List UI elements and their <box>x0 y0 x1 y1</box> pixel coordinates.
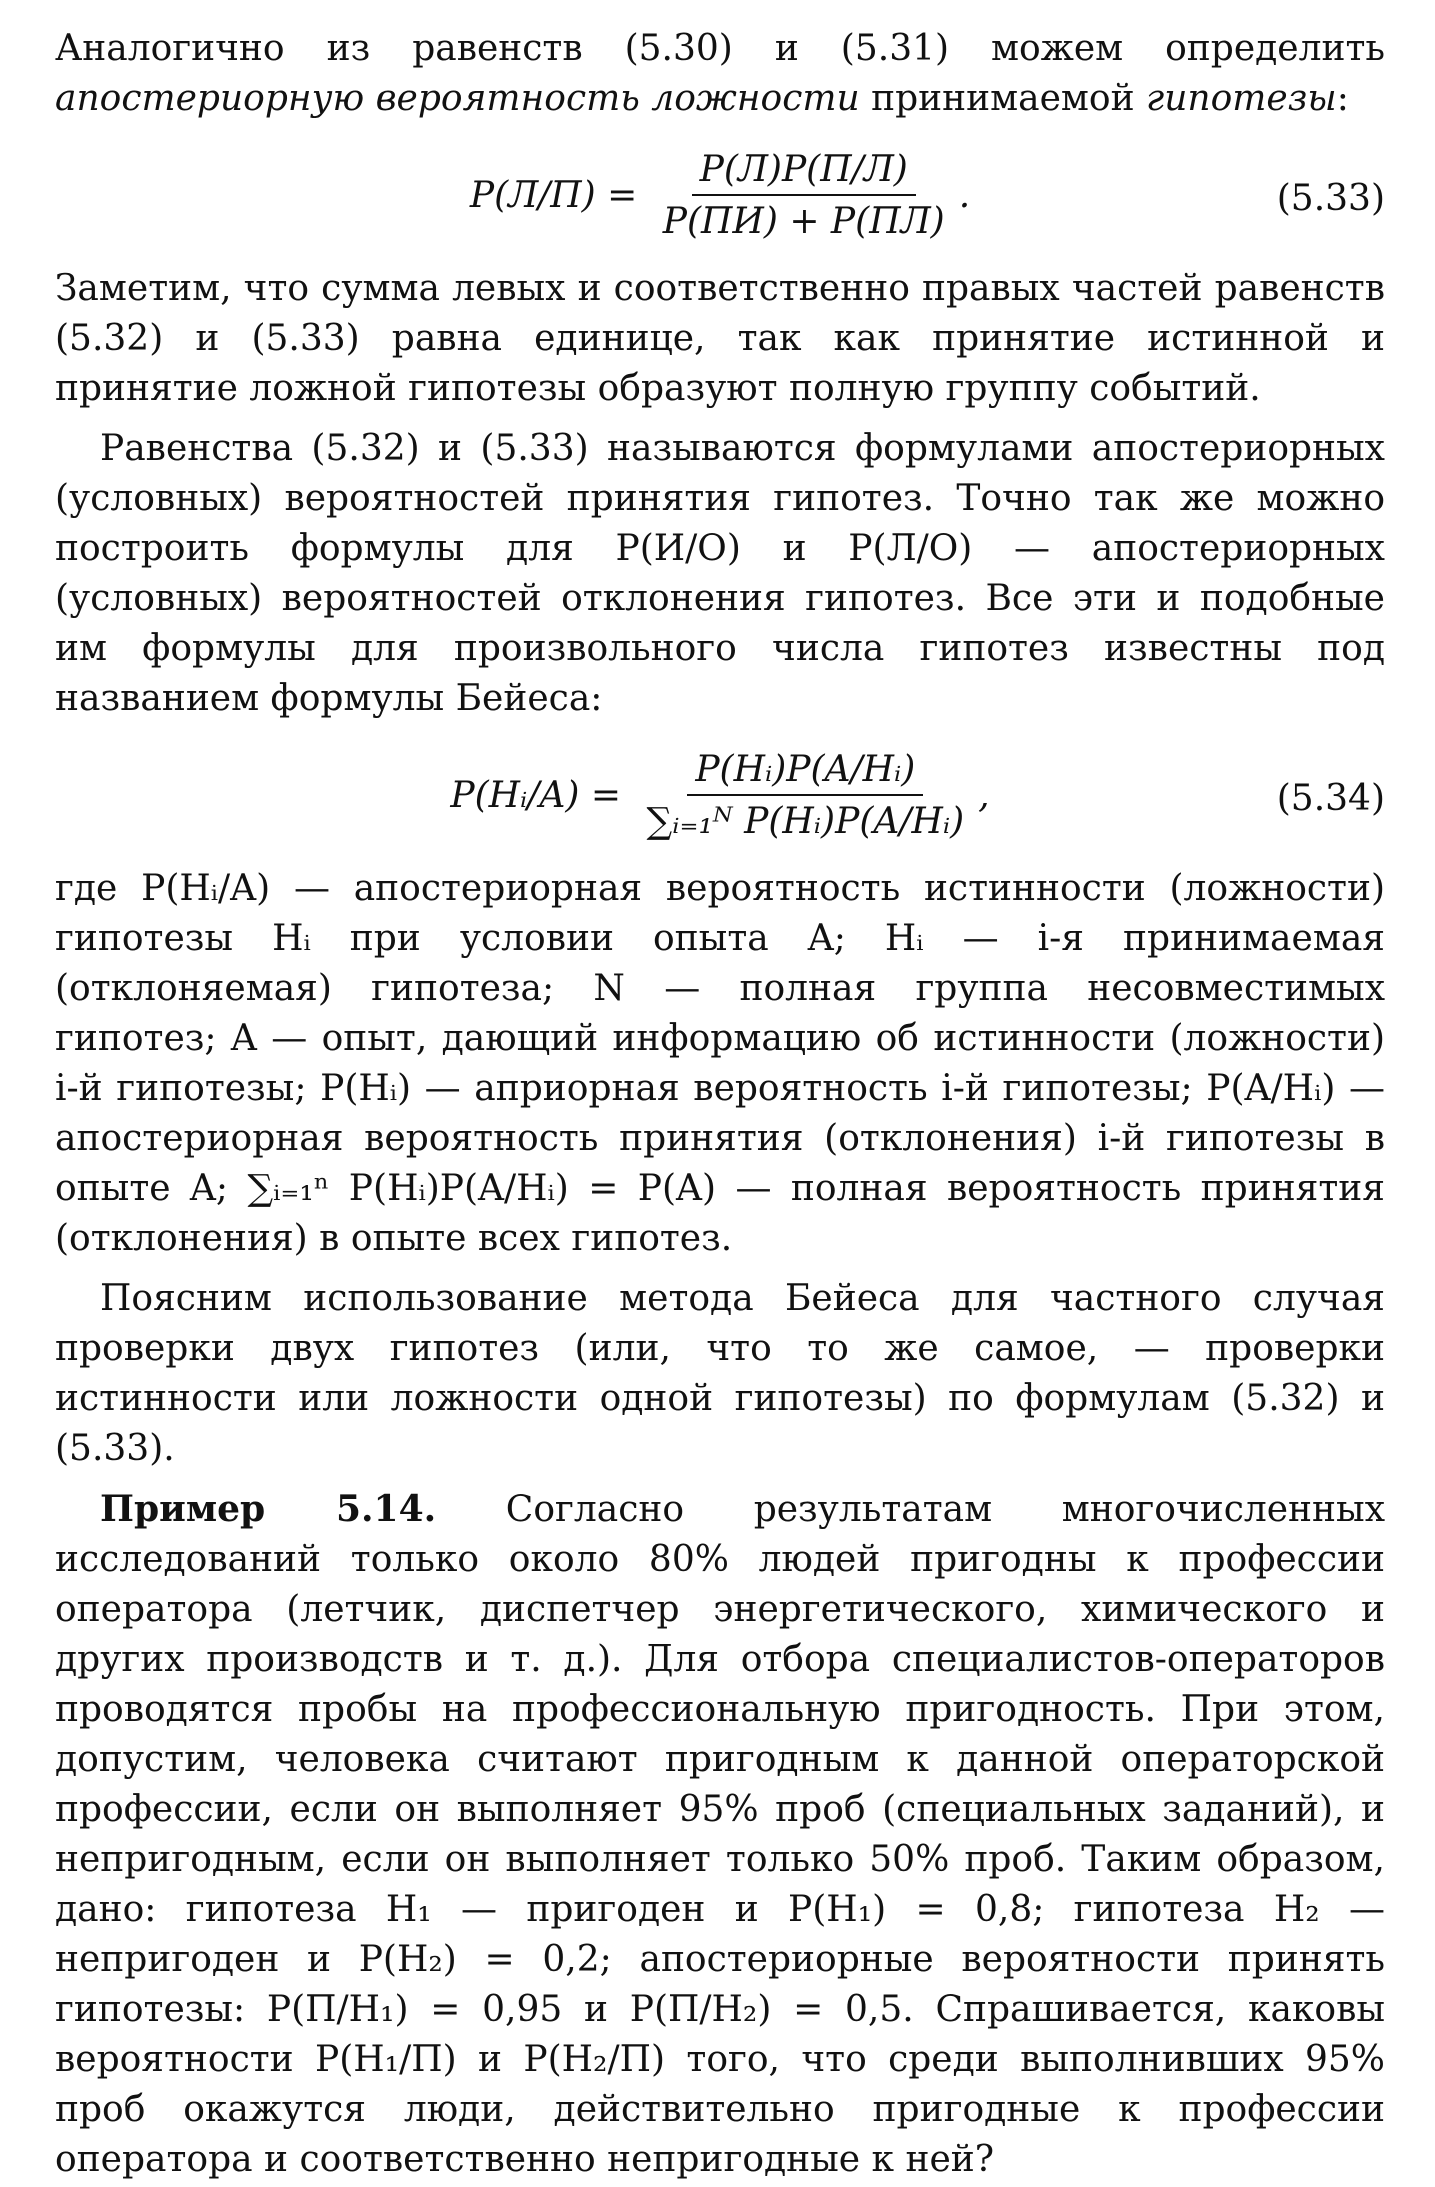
formula-punct: , <box>978 775 990 816</box>
paragraph-note: Заметим, что сумма левых и соответственно правых частей равенств (5.32) и (5.33) равна единице, так как принятие истинной и принятие ложной гипотезы образуют полную группу событий. <box>55 268 1385 409</box>
example-label: Пример 5.14. <box>100 1488 437 1530</box>
paragraph-intro <box>55 24 1385 124</box>
equation-number: (5.33) <box>1276 178 1385 219</box>
text-run: принимаемой <box>859 78 1147 119</box>
text-run: : <box>1336 78 1349 119</box>
formula-lhs: P(Л/П) = <box>469 175 638 216</box>
emphasis-term: гипотезы <box>1146 78 1337 119</box>
equation-5-34 <box>55 724 1385 864</box>
emphasis-term: апостериорную вероятность ложности <box>55 78 860 119</box>
paragraph-definitions: где P(Hᵢ/A) — апостериорная вероятность истинности (ложности) гипотезы Hᵢ при условии опыта A; Hᵢ — i-я принимаемая (отклоняемая) гипотеза; N — полная группа несовместимых гипотез; A — опыт, дающий информацию об истинности (ложности) i-й гипотезы; P(Hᵢ) — априорная вероятность i-й гипотезы; P(A/Hᵢ) — апостериорная вероятность принятия (отклонения) i-й гипотезы в опыте A; ∑ᵢ₌₁ⁿ P(Hᵢ)P(A/Hᵢ) = P(A) — полная вероятность принятия (отклонения) в опыте всех гипотез. <box>55 868 1385 1259</box>
fraction <box>639 748 973 844</box>
denominator: ∑ᵢ₌₁ᴺ P(Hᵢ)P(A/Hᵢ) <box>646 801 965 842</box>
denominator: P(ПИ) + P(ПЛ) <box>662 201 945 242</box>
formula-lhs: P(Hᵢ/A) = <box>450 775 622 816</box>
formula <box>55 748 1385 844</box>
fraction <box>655 148 953 244</box>
text-run: Аналогично из равенств (5.30) и (5.31) можем определить <box>55 28 1385 69</box>
example-text: Согласно результатам многочисленных исследований только около 80% людей пригодны к профессии оператора (летчик, диспетчер энергетического, химического и других производств и т. д.). Для отбора специалистов-операторов проводятся пробы на профессиональную пригодность. При этом, допустим, человека считают пригодным к данной операторской профессии, если он выполняет 95% проб (специальных заданий), и непригодным, если он выполняет только 50% проб. Таким образом, дано: гипотеза H₁ — пригоден и P(H₁) = 0,8; гипотеза H₂ — непригоден и P(H₂) = 0,2; апостериорные вероятности принять гипотезы: P(П/H₁) = 0,95 и P(П/H₂) = 0,5. Спрашивается, каковы вероятности P(H₁/П) и P(H₂/П) того, что среди выполнивших 95% проб окажутся люди, действительно пригодные к профессии оператора и соответственно непригодные к ней? <box>55 1489 1386 2180</box>
equation-number: (5.34) <box>1276 778 1385 819</box>
formula-punct: . <box>958 175 971 216</box>
paragraph-explain: Поясним использование метода Бейеса для частного случая проверки двух гипотез (или, что то же самое, — проверки истинности или ложности одной гипотезы) по формулам (5.32) и (5.33). <box>55 1278 1385 1469</box>
formula <box>55 148 1385 244</box>
paragraph-example <box>55 1484 1385 2185</box>
paragraph-bayes-intro: Равенства (5.32) и (5.33) называются формулами апостериорных (условных) вероятностей принятия гипотез. Точно так же можно построить формулы для P(И/О) и P(Л/О) — апостериорных (условных) вероятностей отклонения гипотез. Все эти и подобные им формулы для произвольного числа гипотез известны под названием формулы Бейеса: <box>55 428 1385 719</box>
equation-5-33 <box>55 124 1385 264</box>
numerator: P(Л)P(П/Л) <box>692 148 916 196</box>
numerator: P(Hᵢ)P(A/Hᵢ) <box>687 748 923 796</box>
